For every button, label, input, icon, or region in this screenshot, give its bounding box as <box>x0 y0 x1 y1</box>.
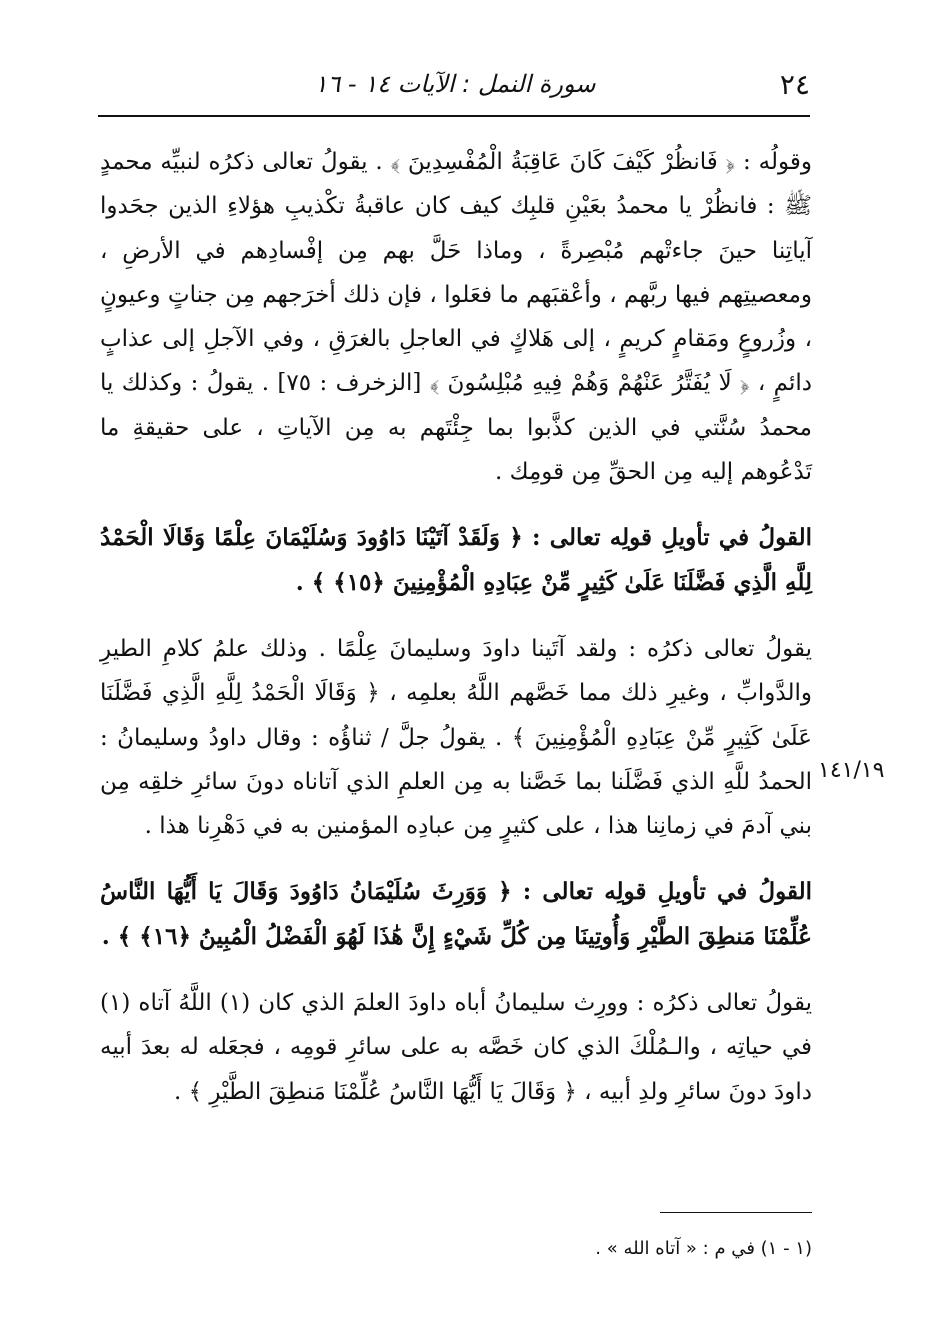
page-header <box>100 60 810 110</box>
body-text <box>100 140 812 1114</box>
section-heading-16: القولُ في تأويلِ قولِه تعالى : ﴿ وَوَرِثَ سُلَيْمَانُ دَاوُودَ وَقَالَ يَا أَيُّهَا النَّاسُ عُلِّمْنَا مَنطِقَ الطَّيْرِ وَأُوتِينَا مِن كُلِّ شَيْءٍ إِنَّ هَٰذَا لَهُوَ الْفَضْلُ الْمُبِينُ ﴿١٦﴾ ﴾ . <box>100 878 812 950</box>
header-rule <box>98 115 810 117</box>
paragraph-gap <box>100 605 812 627</box>
section-heading-15: القولُ في تأويلِ قولِه تعالى : ﴿ وَلَقَدْ آتَيْنَا دَاوُودَ وَسُلَيْمَانَ عِلْمًا وَقَالَا الْحَمْدُ لِلَّهِ الَّذِي فَضَّلَنَا عَلَىٰ كَثِيرٍ مِّنْ عِبَادِهِ الْمُؤْمِنِينَ ﴿١٥﴾ ﴾ . <box>100 524 812 596</box>
paragraph-gap <box>100 959 812 981</box>
paragraph-2: يقولُ تعالى ذكرُه : ولقد آتَينا داودَ وسليمانَ عِلْمًا . وذلك علمُ كلامِ الطيرِ والدَّوابِّ ، وغيرِ ذلك مما خَصَّهم اللَّهُ بعلمِه ، ﴿ وَقَالَا الْحَمْدُ لِلَّهِ الَّذِي فَضَّلَنَا عَلَىٰ كَثِيرٍ مِّنْ عِبَادِهِ الْمُؤْمِنِينَ ﴾ . يقولُ جلَّ / ثناؤُه : وقال داودُ وسليمانُ : الحمدُ للَّهِ الذي فَضَّلَنا بما خَصَّنا به مِن العلمِ الذي آتاناه دونَ سائرِ خلقِه مِن بني آدمَ في زمانِنا هذا ، على كثيرٍ مِن عبادِه المؤمنين به في دَهْرِنا هذا . <box>100 635 812 840</box>
footnote-rule <box>660 1212 812 1213</box>
paragraph-1: وقولُه : ﴿ فَانظُرْ كَيْفَ كَانَ عَاقِبَةُ الْمُفْسِدِينَ ﴾ . يقولُ تعالى ذكرُه لنبيِّه محمدٍ ﷺ : فانظُرْ يا محمدُ بعَيْنِ قلبِك كيف كان عاقبةُ تكْذيبِ هؤلاءِ الذين جحَدوا آياتِنا حينَ جاءتْهم مُبْصِرةً ، وماذا حَلَّ بهم مِن إفْسادِهم في الأرضِ ، ومعصيتِهم فيها ربَّهم ، وأعْقبَهم ما فعَلوا ، فإن ذلك أخرَجهم مِن جناتٍ وعيونٍ ، وزُروعٍ ومَقامٍ كريمٍ ، إلى هَلاكٍ في العاجلِ بالغرَقِ ، وفي الآجلِ إلى عذابٍ دائمٍ ، ﴿ لَا يُفَتَّرُ عَنْهُمْ وَهُمْ فِيهِ مُبْلِسُونَ ﴾ [الزخرف : ٧٥] . يقولُ : وكذلك يا محمدُ سُنَّتي في الذين كذَّبوا بما جِئْتَهم به مِن الآياتِ ، على حقيقةِ ما تَدْعُوهم إليه مِن الحقِّ مِن قومِك . <box>100 149 812 486</box>
footnote: (١ - ١) في م : « آتاه الله » . <box>595 1238 812 1259</box>
marginal-reference: ١٤١/١٩ <box>818 758 885 783</box>
page-number: ٢٤ <box>779 68 810 101</box>
paragraph-3: يقولُ تعالى ذكرُه : وورِث سليمانُ أباه داودَ العلمَ الذي كان (١) اللَّهُ آتاه (١) في حياتِه ، والـمُلْكَ الذي كان خَصَّه به على سائرِ قومِه ، فجعَله له بعدَ أبيه داودَ دونَ سائرِ ولدِ أبيه ، ﴿ وَقَالَ يَا أَيُّهَا النَّاسُ عُلِّمْنَا مَنطِقَ الطَّيْرِ ﴾ . <box>100 990 813 1105</box>
running-title: سورة النمل : الآيات ١٤ - ١٦ <box>314 70 596 98</box>
paragraph-gap <box>100 494 812 516</box>
paragraph-gap <box>100 848 812 870</box>
